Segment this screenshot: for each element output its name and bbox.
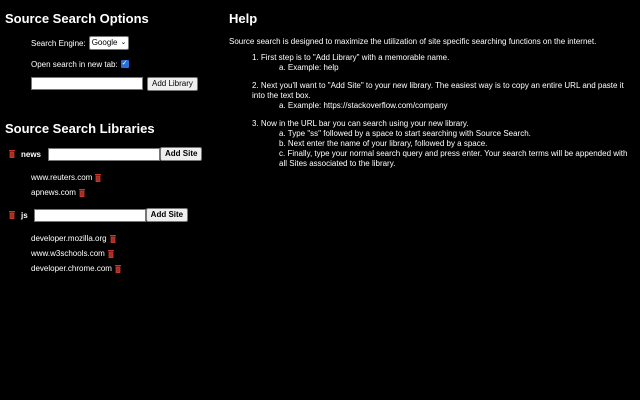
help-substep: a. Example: help xyxy=(279,63,339,72)
library-name: js xyxy=(21,210,28,220)
help-step xyxy=(252,119,629,169)
add-site-button[interactable]: Add Site xyxy=(160,147,202,161)
site-input[interactable] xyxy=(48,148,160,161)
help-substep: a. Example: https://stackoverflow.com/company xyxy=(279,101,448,110)
site-input[interactable] xyxy=(34,209,146,222)
help-substeps xyxy=(279,101,629,111)
help-step-text: 3. Now in the URL bar you can search using your new library. xyxy=(252,119,469,128)
help-substep: c. Finally, type your normal search query and press enter. Your search terms will be appended with all Sites associated to the library. xyxy=(279,149,628,168)
add-library-row xyxy=(31,76,220,91)
help-step-text: 2. Next you'll want to "Add Site" to your new library. The easiest way is to copy an entire URL and paste it into the text box. xyxy=(252,81,624,100)
site-url: www.reuters.com xyxy=(31,173,93,182)
help-substep: a. Type "ss" followed by a space to start searching with Source Search. xyxy=(279,129,531,138)
help-step xyxy=(252,81,629,111)
help-intro: Source search is designed to maximize the utilization of site specific searching functions on the internet. xyxy=(229,37,597,46)
site-url: www.w3schools.com xyxy=(31,249,105,258)
libraries-title: Source Search Libraries xyxy=(5,121,155,136)
library-header-js xyxy=(9,208,220,222)
library-name: news xyxy=(21,149,42,159)
site-url: apnews.com xyxy=(31,188,76,197)
add-library-button[interactable]: Add Library xyxy=(147,77,198,91)
trash-icon[interactable] xyxy=(110,235,116,243)
trash-icon[interactable] xyxy=(108,250,114,258)
help-substeps xyxy=(279,63,629,73)
site-item xyxy=(31,261,220,276)
search-engine-label: Search Engine: xyxy=(31,38,86,48)
new-tab-row xyxy=(31,57,220,71)
help-steps xyxy=(252,53,629,169)
trash-icon[interactable] xyxy=(9,150,15,158)
new-tab-checkbox[interactable]: ✓ xyxy=(121,60,128,67)
options-title: Source Search Options xyxy=(5,11,149,26)
library-header-news xyxy=(9,147,220,161)
add-site-button[interactable]: Add Site xyxy=(146,208,188,222)
help-step-text: 1. First step is to "Add Library" with a memorable name. xyxy=(252,53,450,62)
help-panel xyxy=(229,10,629,169)
site-item xyxy=(31,170,220,185)
search-engine-select[interactable] xyxy=(89,36,130,50)
search-engine-row xyxy=(31,36,220,50)
trash-icon[interactable] xyxy=(95,174,101,182)
trash-icon[interactable] xyxy=(115,265,121,273)
library-name-input[interactable] xyxy=(31,77,143,90)
trash-icon[interactable] xyxy=(79,189,85,197)
site-url: developer.chrome.com xyxy=(31,264,112,273)
site-item xyxy=(31,231,220,246)
site-item xyxy=(31,246,220,261)
site-url: developer.mozilla.org xyxy=(31,234,107,243)
new-tab-label: Open search in new tab: xyxy=(31,59,118,69)
help-substeps xyxy=(279,129,629,169)
help-step xyxy=(252,53,629,73)
left-panel xyxy=(5,10,220,276)
site-item xyxy=(31,185,220,200)
trash-icon[interactable] xyxy=(9,211,15,219)
help-substep: b. Next enter the name of your library, followed by a space. xyxy=(279,139,488,148)
search-engine-value: Google xyxy=(91,38,118,47)
chevron-down-icon: ⌄ xyxy=(120,39,127,46)
help-title: Help xyxy=(229,11,258,26)
